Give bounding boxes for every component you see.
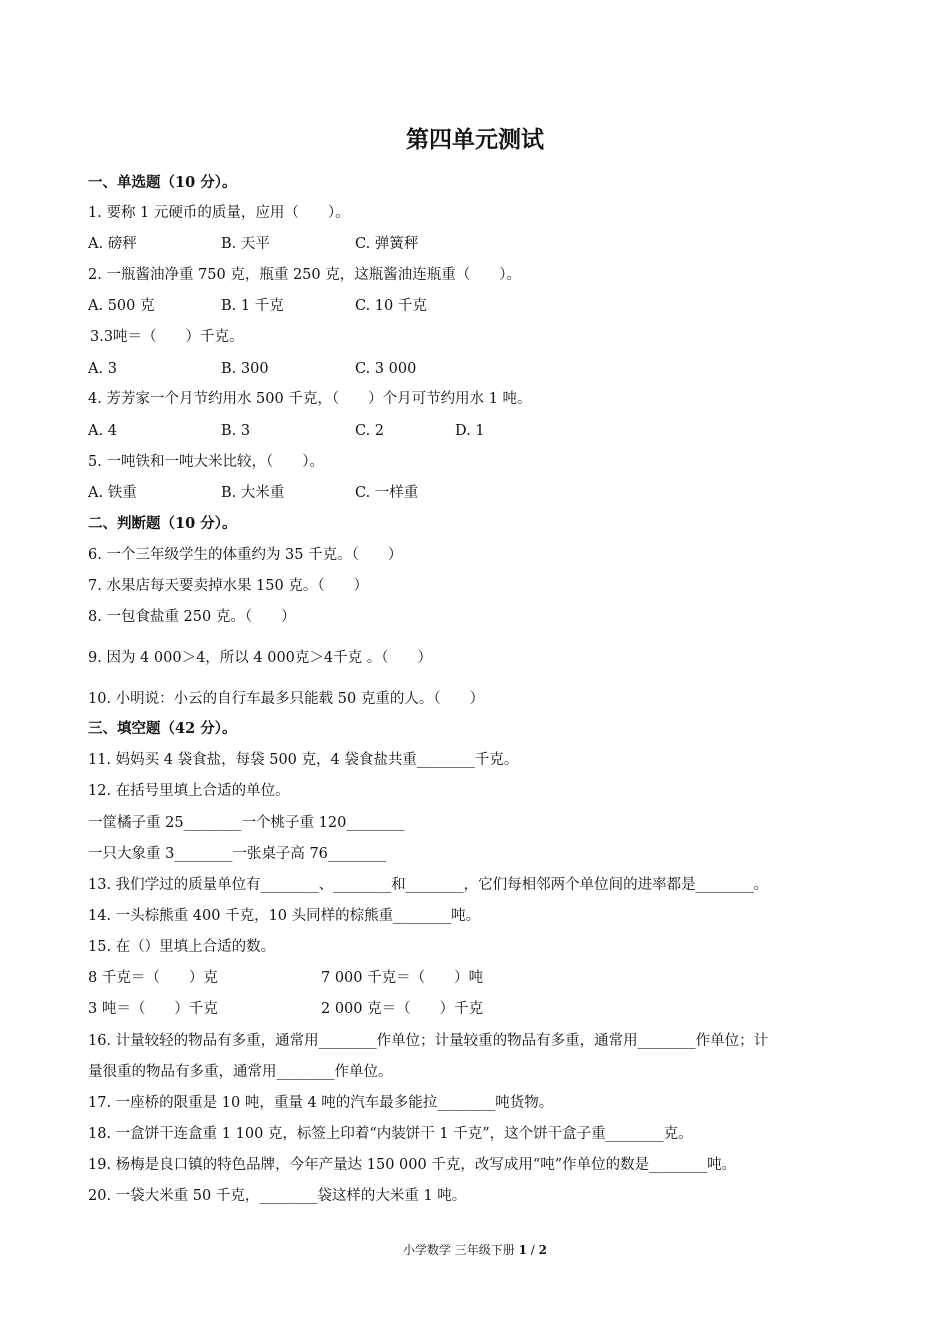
q12-row-2: 一只大象重 3________一张桌子高 76________ bbox=[88, 846, 386, 862]
question-14: 14. 一头棕熊重 400 千克，10 头同样的棕熊重________吨。 bbox=[88, 908, 481, 924]
q1-option-b: B. 天平 bbox=[221, 236, 270, 252]
page-title: 第四单元测试 bbox=[406, 126, 544, 153]
footer-text: 小学数学 三年级下册 bbox=[402, 1243, 515, 1257]
question-16-line-2: 量很重的物品有多重，通常用________作单位。 bbox=[88, 1064, 393, 1080]
question-15: 15. 在（）里填上合适的数。 bbox=[88, 939, 276, 955]
question-13: 13. 我们学过的质量单位有________、________和________，它们每相邻两个单位间的进率都是________。 bbox=[88, 877, 769, 893]
q15-item-3: 3 吨＝（ ）千克 bbox=[88, 1001, 218, 1017]
q12-row-1: 一筐橘子重 25________一个桃子重 120________ bbox=[88, 815, 405, 831]
q4-option-a: A. 4 bbox=[88, 423, 117, 439]
q2-option-a: A. 500 克 bbox=[88, 298, 155, 314]
question-8: 8. 一包食盐重 250 克。（ ） bbox=[88, 609, 296, 625]
footer-page-number: 1 bbox=[518, 1243, 527, 1257]
q1-option-a: A. 磅秤 bbox=[88, 236, 137, 252]
q5-option-b: B. 大米重 bbox=[221, 485, 285, 501]
section-heading-fill-blank: 三、填空题（42 分）。 bbox=[88, 720, 237, 737]
page-footer bbox=[0, 1241, 950, 1259]
question-10: 10. 小明说：小云的自行车最多只能载 50 克重的人。（ ） bbox=[88, 691, 485, 707]
q4-option-d: D. 1 bbox=[455, 423, 485, 439]
q3-option-b: B. 300 bbox=[221, 361, 269, 377]
question-12: 12. 在括号里填上合适的单位。 bbox=[88, 783, 290, 799]
q4-option-c: C. 2 bbox=[355, 423, 385, 439]
question-2: 2. 一瓶酱油净重 750 克，瓶重 250 克，这瓶酱油连瓶重（ ）。 bbox=[88, 267, 521, 283]
question-5: 5. 一吨铁和一吨大米比较，（ ）。 bbox=[88, 454, 324, 470]
q3-option-c: C. 3 000 bbox=[355, 361, 417, 377]
question-18: 18. 一盒饼干连盒重 1 100 克，标签上印着“内装饼干 1 千克”，这个饼干盒子重________克。 bbox=[88, 1126, 693, 1142]
question-3: 3.3吨＝（ ）千克。 bbox=[90, 329, 244, 345]
q5-option-c: C. 一样重 bbox=[355, 485, 419, 501]
question-16-line-1: 16. 计量较轻的物品有多重，通常用________作单位；计量较重的物品有多重，通常用________作单位；计 bbox=[88, 1033, 769, 1049]
q2-option-b: B. 1 千克 bbox=[221, 298, 284, 314]
question-1: 1. 要称 1 元硬币的质量，应用（ ）。 bbox=[88, 205, 350, 221]
q2-option-c: C. 10 千克 bbox=[355, 298, 427, 314]
q1-option-c: C. 弹簧秤 bbox=[355, 236, 419, 252]
q3-option-a: A. 3 bbox=[88, 361, 117, 377]
section-heading-single-choice: 一、单选题（10 分）。 bbox=[88, 174, 237, 191]
question-9: 9. 因为 4 000＞4，所以 4 000克＞4千克 。（ ） bbox=[88, 650, 432, 666]
footer-page-total: 2 bbox=[538, 1243, 548, 1257]
q4-option-b: B. 3 bbox=[221, 423, 251, 439]
question-11: 11. 妈妈买 4 袋食盐，每袋 500 克，4 袋食盐共重________千克。 bbox=[88, 752, 519, 768]
section-heading-true-false: 二、判断题（10 分）。 bbox=[88, 515, 237, 532]
question-19: 19. 杨梅是良口镇的特色品牌，今年产量达 150 000 千克，改写成用“吨”作单位的数是________吨。 bbox=[88, 1157, 737, 1173]
q5-option-a: A. 铁重 bbox=[88, 485, 137, 501]
question-20: 20. 一袋大米重 50 千克，________袋这样的大米重 1 吨。 bbox=[88, 1188, 467, 1204]
question-17: 17. 一座桥的限重是 10 吨，重量 4 吨的汽车最多能拉________吨货物。 bbox=[88, 1095, 554, 1111]
q15-item-4: 2 000 克＝（ ）千克 bbox=[321, 1001, 484, 1017]
q15-item-1: 8 千克＝（ ）克 bbox=[88, 970, 218, 986]
question-4: 4. 芳芳家一个月节约用水 500 千克，（ ）个月可节约用水 1 吨。 bbox=[88, 391, 532, 407]
question-7: 7. 水果店每天要卖掉水果 150 克。（ ） bbox=[88, 578, 369, 594]
footer-separator: / bbox=[530, 1243, 535, 1257]
question-6: 6. 一个三年级学生的体重约为 35 千克。（ ） bbox=[88, 547, 403, 563]
q15-item-2: 7 000 千克＝（ ）吨 bbox=[321, 970, 484, 986]
